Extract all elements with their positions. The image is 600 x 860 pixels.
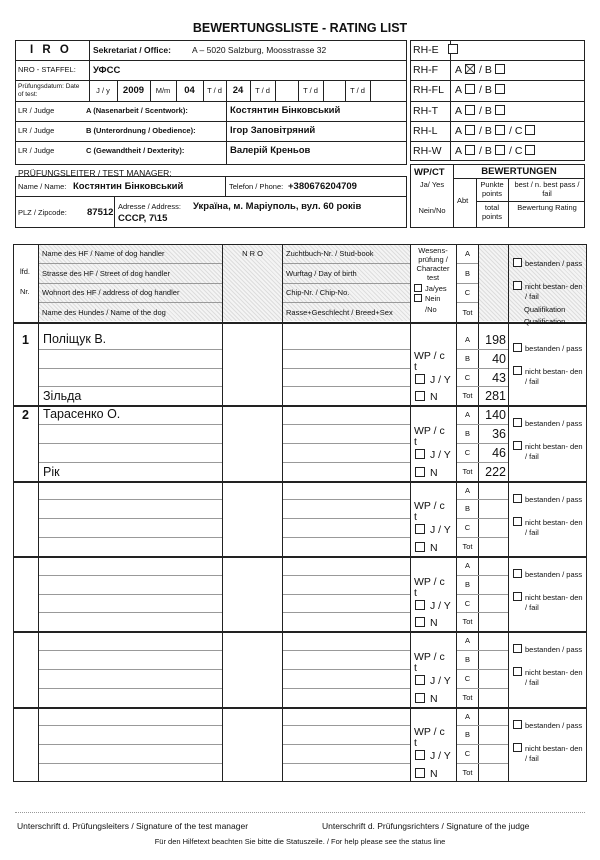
wp-label: WP / c bbox=[414, 726, 445, 739]
dog-field-label: Wurftag / Day of birth bbox=[286, 268, 357, 278]
fail-checkbox[interactable] bbox=[513, 517, 522, 526]
dog-field-label: Zuchtbuch-Nr. / Stud-book bbox=[286, 249, 374, 258]
wp-yes-checkbox[interactable] bbox=[415, 600, 425, 610]
wp-no-label: N bbox=[430, 391, 438, 404]
score-part-label: C bbox=[464, 288, 471, 297]
entry-number: 2 bbox=[22, 408, 29, 423]
rh-checkbox[interactable] bbox=[525, 145, 535, 155]
score-part-label: A bbox=[464, 249, 470, 258]
date-value[interactable]: 2009 bbox=[122, 85, 145, 96]
wp-label-t: t bbox=[414, 511, 417, 524]
judge-name[interactable]: Валерій Креньов bbox=[230, 145, 311, 156]
wp-no-checkbox[interactable] bbox=[415, 391, 425, 401]
rh-checkbox[interactable] bbox=[465, 145, 475, 155]
score-part-label: B bbox=[464, 579, 470, 589]
wp-no-label: N bbox=[430, 692, 438, 705]
fail-checkbox[interactable] bbox=[513, 743, 522, 752]
handler-name[interactable]: Поліщук В. bbox=[43, 332, 107, 346]
wp-no-checkbox[interactable] bbox=[415, 467, 425, 477]
character-test-label: prüfung / bbox=[418, 255, 448, 264]
wp-yes-label: J / Y bbox=[430, 750, 451, 763]
date-unit-label: M/m bbox=[155, 86, 171, 95]
name-value[interactable]: Костянтин Бінковський bbox=[73, 181, 184, 192]
fail-checkbox[interactable] bbox=[513, 592, 522, 601]
ja-checkbox[interactable] bbox=[414, 284, 422, 292]
phone-label: Telefon / Phone: bbox=[229, 182, 284, 191]
judge-part: C (Gewandtheit / Dexterity): bbox=[86, 146, 185, 155]
name-label: Name / Name: bbox=[18, 182, 67, 191]
entry-number: 1 bbox=[22, 333, 29, 347]
wp-no-label: N bbox=[430, 542, 438, 555]
score-part-label: A bbox=[464, 410, 470, 420]
pass-checkbox[interactable] bbox=[513, 418, 522, 427]
pass-checkbox[interactable] bbox=[513, 720, 522, 729]
date-unit-label: T / d bbox=[303, 86, 318, 95]
signature-judge: Unterschrift d. Prüfungsrichters / Signature of the judge bbox=[322, 821, 530, 831]
wp-no-checkbox[interactable] bbox=[415, 542, 425, 552]
date-label: Prüfungsdatum: Date of test: bbox=[18, 83, 80, 98]
handler-field-label: Name des HF / Name of dog handler bbox=[42, 249, 165, 258]
dog-name[interactable]: Зільда bbox=[43, 389, 82, 404]
rh-option-label: / B bbox=[479, 124, 492, 137]
fail-label: nicht bestan- den / fail bbox=[525, 743, 583, 763]
wp-no-checkbox[interactable] bbox=[415, 617, 425, 627]
pass-label: bestanden / pass bbox=[525, 645, 583, 655]
wpct-no: Nein/No bbox=[418, 206, 446, 215]
judge-name[interactable]: Костянтин Бінковський bbox=[230, 105, 341, 116]
rh-option-label: / B bbox=[479, 84, 492, 97]
score-a[interactable]: 140 bbox=[485, 408, 506, 423]
rh-checkbox[interactable] bbox=[465, 105, 475, 115]
points-label: Punkte points bbox=[480, 180, 504, 198]
wp-label: WP / c bbox=[414, 651, 445, 664]
judge-label: LR / Judge bbox=[18, 126, 55, 135]
wp-yes-checkbox[interactable] bbox=[415, 750, 425, 760]
wp-no-label: N bbox=[430, 617, 438, 630]
score-part-label: B bbox=[464, 504, 470, 514]
rh-checkbox[interactable] bbox=[465, 125, 475, 135]
address-line1[interactable]: Україна, м. Маріуполь, вул. 60 років bbox=[193, 201, 362, 212]
wp-no-label: N bbox=[430, 767, 438, 780]
wp-yes-checkbox[interactable] bbox=[415, 374, 425, 384]
abt-label: Abt bbox=[457, 196, 469, 205]
rh-code: RH-E bbox=[413, 44, 439, 56]
header-box bbox=[15, 40, 407, 165]
fail-label: nicht bestan- den / fail bbox=[525, 367, 583, 386]
pass-checkbox[interactable] bbox=[513, 644, 522, 653]
date-value[interactable]: 24 bbox=[232, 85, 244, 96]
date-value[interactable]: 04 bbox=[184, 85, 195, 96]
rh-option-label: A bbox=[455, 124, 463, 137]
office-label: Sekretariat / Office: bbox=[93, 45, 171, 55]
nro-label: NRO - STAFFEL: bbox=[18, 65, 76, 74]
qualification-label: Qualification bbox=[524, 317, 566, 326]
pass-label: bestanden / pass bbox=[525, 419, 583, 429]
rh-checkbox[interactable] bbox=[465, 64, 475, 74]
page-title: BEWERTUNGSLISTE - RATING LIST bbox=[192, 21, 408, 35]
character-test-label: Character bbox=[416, 264, 450, 273]
score-part-label: C bbox=[464, 598, 471, 608]
lfd-label: lfd. bbox=[20, 267, 31, 276]
ja-label: Ja/yes bbox=[425, 284, 447, 293]
iro-label: I R O bbox=[30, 44, 72, 56]
rh-checkbox[interactable] bbox=[495, 125, 505, 135]
judge-part: B (Unterordnung / Obedience): bbox=[86, 126, 196, 135]
main-table bbox=[13, 244, 587, 782]
rh-option-label: / B bbox=[479, 64, 492, 77]
date-unit-label: T / d bbox=[207, 86, 222, 95]
score-part-label: B bbox=[464, 268, 470, 278]
fail-label: nicht bestan- den / fail bbox=[525, 592, 583, 612]
rh-option-label: A bbox=[455, 104, 463, 117]
dog-field-label: Rasse+Geschlecht / Breed+Sex bbox=[286, 307, 393, 317]
score-part-label: A bbox=[464, 711, 470, 721]
judge-name[interactable]: Ігор Заповітряний bbox=[230, 125, 316, 136]
score-part-label: Tot bbox=[462, 542, 473, 552]
address-label: Adresse / Address: bbox=[118, 202, 181, 211]
rh-option-label: / C bbox=[509, 124, 523, 137]
wp-label-t: t bbox=[414, 662, 417, 675]
score-part-label: Tot bbox=[462, 391, 473, 401]
rh-option-label: A bbox=[455, 64, 463, 77]
wp-yes-label: J / Y bbox=[430, 524, 451, 537]
fail-label: nicht bestan- den / fail bbox=[525, 282, 583, 301]
pass-label: bestanden / pass bbox=[525, 259, 583, 268]
wp-no-checkbox[interactable] bbox=[415, 768, 425, 778]
handler-name[interactable]: Тарасенко О. bbox=[43, 407, 121, 422]
total-label: total points bbox=[481, 203, 502, 221]
rh-option-label: A bbox=[455, 145, 463, 157]
fail-label: nicht bestan- den / fail bbox=[525, 668, 583, 688]
fail-checkbox[interactable] bbox=[513, 281, 522, 290]
rh-option-label: A bbox=[455, 84, 463, 97]
score-part-label: C bbox=[464, 749, 471, 759]
score-part-label: C bbox=[464, 372, 471, 382]
score-b[interactable]: 36 bbox=[492, 427, 506, 442]
wpct-title: WP/CT bbox=[414, 167, 445, 178]
handler-field-label: Strasse des HF / Street of dog handler bbox=[42, 268, 170, 278]
fail-label: nicht bestan- den / fail bbox=[525, 442, 583, 462]
score-part-label: Tot bbox=[462, 466, 473, 476]
wp-label: WP / c bbox=[414, 575, 445, 588]
wp-no-label: N bbox=[430, 466, 438, 479]
wp-yes-checkbox[interactable] bbox=[415, 449, 425, 459]
score-part-label: B bbox=[464, 429, 470, 439]
wp-label-t: t bbox=[414, 360, 417, 373]
wp-no-checkbox[interactable] bbox=[415, 693, 425, 703]
score-part-label: A bbox=[464, 485, 470, 495]
address-line2[interactable]: СССР, 7\15 bbox=[118, 213, 168, 224]
rh-checkbox[interactable] bbox=[465, 84, 475, 94]
wp-yes-checkbox[interactable] bbox=[415, 524, 425, 534]
rh-checkbox[interactable] bbox=[525, 125, 535, 135]
score-a[interactable]: 198 bbox=[485, 333, 506, 347]
score-part-label: C bbox=[464, 673, 471, 683]
handler-field-label: Wohnort des HF / address of dog handler bbox=[42, 288, 180, 297]
nr-label: Nr. bbox=[20, 287, 30, 296]
date-unit-label: T / d bbox=[255, 86, 270, 95]
rh-option-label: / B bbox=[479, 145, 492, 157]
signature-manager: Unterschrift d. Prüfungsleiters / Signature of the test manager bbox=[17, 821, 249, 831]
wp-yes-label: J / Y bbox=[430, 373, 451, 386]
score-part-label: A bbox=[464, 636, 470, 646]
score-part-label: B bbox=[464, 730, 470, 740]
fail-checkbox[interactable] bbox=[513, 441, 522, 450]
nro-value[interactable]: УФСС bbox=[93, 65, 121, 76]
dog-field-label: Chip-Nr. / Chip-No. bbox=[286, 288, 350, 297]
judge-part: A (Nasenarbeit / Scentwork): bbox=[86, 106, 188, 115]
score-part-label: A bbox=[464, 335, 470, 344]
rh-checkbox[interactable] bbox=[495, 64, 505, 74]
rh-option-label: / C bbox=[509, 145, 523, 157]
nro-col-label: N R O bbox=[242, 249, 263, 258]
rh-code: RH-FL bbox=[413, 84, 444, 97]
qualification-label: Qualifikation bbox=[524, 305, 566, 314]
pass-label: bestanden / pass bbox=[525, 494, 583, 504]
rh-checkbox[interactable] bbox=[495, 105, 505, 115]
date-unit-label: J / y bbox=[96, 86, 110, 95]
wp-label: WP / c bbox=[414, 500, 445, 513]
score-part-label: Tot bbox=[462, 767, 473, 777]
zip-label: PLZ / Zipcode: bbox=[18, 208, 67, 217]
wp-label: WP / c bbox=[414, 425, 445, 438]
wp-yes-label: J / Y bbox=[430, 599, 451, 612]
score-tot[interactable]: 222 bbox=[485, 464, 506, 479]
zip-value[interactable]: 87512 bbox=[87, 207, 114, 218]
pass-label: bestanden / pass bbox=[525, 569, 583, 579]
pass-label: bestanden / pass bbox=[525, 720, 583, 730]
manager-label: PRÜFUNGSLEITER / TEST MANAGER: bbox=[18, 168, 172, 178]
wp-yes-label: J / Y bbox=[430, 674, 451, 687]
score-c[interactable]: 43 bbox=[492, 370, 506, 385]
wp-label-t: t bbox=[414, 737, 417, 750]
best-label: best / n. best pass / fail bbox=[514, 180, 580, 198]
score-part-label: B bbox=[464, 353, 470, 363]
wp-label-t: t bbox=[414, 436, 417, 449]
nein-checkbox[interactable] bbox=[414, 294, 422, 302]
score-part-label: Tot bbox=[462, 692, 473, 702]
pass-checkbox[interactable] bbox=[513, 343, 522, 352]
score-part-label: C bbox=[464, 523, 471, 533]
handler-field-label: Name des Hundes / Name of the dog bbox=[42, 307, 166, 317]
character-test-label: Wesens- bbox=[418, 246, 448, 255]
score-part-label: A bbox=[464, 560, 470, 570]
rh-code: RH-F bbox=[413, 64, 439, 77]
character-test-label: test bbox=[426, 273, 440, 282]
score-b[interactable]: 40 bbox=[492, 351, 506, 366]
nein-label: Nein bbox=[425, 294, 441, 303]
wp-label: WP / c bbox=[414, 349, 445, 362]
rh-code: RH-T bbox=[413, 104, 439, 117]
dog-name[interactable]: Рік bbox=[43, 464, 60, 479]
pass-label: bestanden / pass bbox=[525, 344, 583, 353]
wpct-yes: Ja/ Yes bbox=[419, 180, 445, 189]
rh-checkbox[interactable] bbox=[495, 84, 505, 94]
rh-option-label: / B bbox=[479, 104, 492, 117]
score-c[interactable]: 46 bbox=[492, 445, 506, 460]
rh-e-checkbox[interactable] bbox=[448, 44, 458, 54]
fail-checkbox[interactable] bbox=[513, 667, 522, 676]
rh-code: RH-L bbox=[413, 124, 438, 137]
bewertungen-title: BEWERTUNGEN bbox=[481, 166, 557, 177]
office-value: A – 5020 Salzburg, Moosstrasse 32 bbox=[192, 45, 327, 55]
score-part-label: B bbox=[464, 655, 470, 665]
date-unit-label: T / d bbox=[350, 86, 365, 95]
rh-checkbox[interactable] bbox=[495, 145, 505, 155]
rh-code: RH-W bbox=[413, 145, 442, 157]
wp-yes-label: J / Y bbox=[430, 448, 451, 461]
judge-label: LR / Judge bbox=[18, 106, 55, 115]
judge-label: LR / Judge bbox=[18, 146, 55, 155]
phone-value[interactable]: +380676204709 bbox=[288, 181, 357, 192]
no-label: /No bbox=[425, 305, 437, 314]
fail-checkbox[interactable] bbox=[513, 366, 522, 375]
wp-yes-checkbox[interactable] bbox=[415, 675, 425, 685]
wp-label-t: t bbox=[414, 586, 417, 599]
rating-label: Bewertung Rating bbox=[517, 203, 577, 212]
help-text: Für den Hilfetext beachten Sie bitte die Statuszeile. / For help please see the status line bbox=[154, 837, 446, 846]
fail-label: nicht bestan- den / fail bbox=[525, 517, 583, 537]
score-tot[interactable]: 281 bbox=[485, 389, 506, 404]
score-part-label: Tot bbox=[462, 307, 473, 317]
score-part-label: Tot bbox=[462, 617, 473, 627]
score-part-label: C bbox=[464, 447, 471, 457]
pass-checkbox[interactable] bbox=[513, 258, 522, 267]
pass-checkbox[interactable] bbox=[513, 494, 522, 503]
pass-checkbox[interactable] bbox=[513, 569, 522, 578]
